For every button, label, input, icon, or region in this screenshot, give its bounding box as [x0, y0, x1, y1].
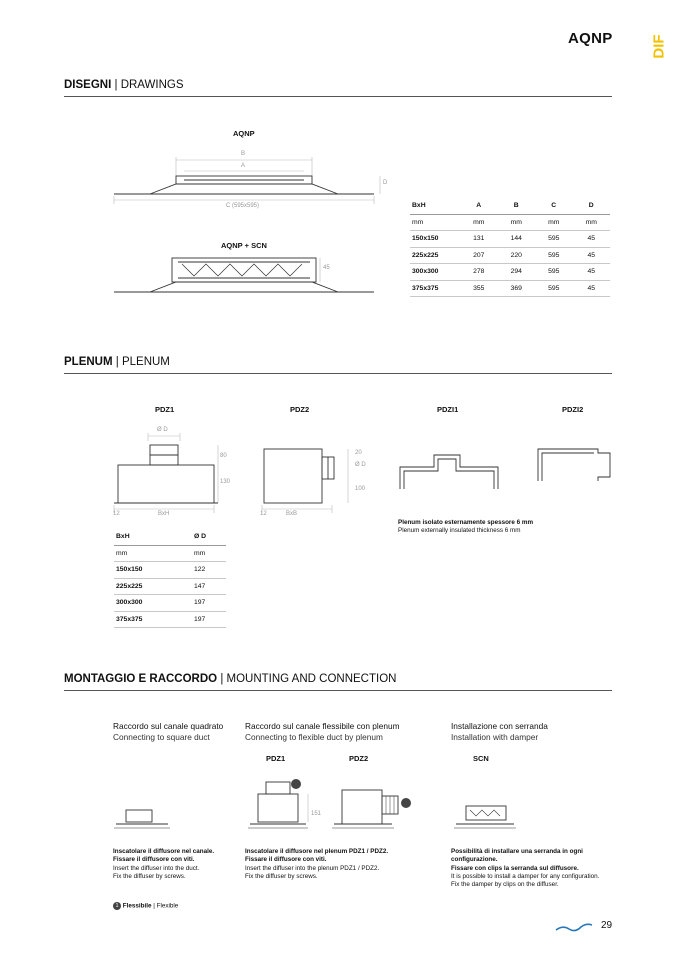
- aqnp-drawing: [110, 148, 400, 298]
- dim-d: D: [383, 180, 388, 186]
- brand-wave-icon: [555, 921, 593, 933]
- table-row: 225x225 147: [114, 578, 226, 595]
- dimensions-table: [410, 198, 610, 297]
- table-row: 300x300 197: [114, 595, 226, 612]
- plenum-label-pdz2: PDZ2: [290, 405, 310, 414]
- dim-45: 45: [323, 265, 330, 271]
- plenum-table: [114, 529, 226, 628]
- dim-c: C (595x595): [226, 203, 260, 209]
- mounting-col2-note: Inscatolare il diffusore nel plenum PDZ1 / PDZ2. Fissare il diffusore con viti. Insert the diffuser into the plenum PDZ1 / PDZ2. Fix the diffuser by screws.: [245, 848, 389, 880]
- dim-od2: Ø D: [355, 462, 366, 468]
- table-row: 300x300 278 294 595 45: [410, 264, 610, 281]
- dim-12b: 12: [260, 511, 267, 517]
- plenum-drawings: [110, 425, 620, 520]
- dim-130: 130: [220, 479, 231, 485]
- th: C: [535, 198, 573, 214]
- section-title-plenum: PLENUM | PLENUM: [64, 356, 170, 368]
- th: BxH: [410, 198, 460, 214]
- dim-100: 100: [355, 486, 366, 492]
- marker-icon: 1: [113, 902, 121, 910]
- mounting-col1-title: Raccordo sul canale quadrato Connecting to square duct: [113, 721, 224, 742]
- drawing-label-aqnp: AQNP: [233, 129, 255, 138]
- table-row: mm mm mm mm mm: [410, 214, 610, 231]
- plenum-label-pdzi2: PDZI2: [562, 405, 584, 414]
- product-code: AQNP: [568, 30, 613, 47]
- plenum-label-pdzi1: PDZI1: [437, 405, 459, 414]
- dim-bxh: BxH: [158, 511, 170, 517]
- table-row: 375x375 197: [114, 611, 226, 628]
- th: A: [460, 198, 498, 214]
- plenum-label-pdz1: PDZ1: [155, 405, 175, 414]
- mounting-col2-title: Raccordo sul canale flessibile con plenum Connecting to flexible duct by plenum: [245, 721, 400, 742]
- table-row: 225x225 207 220 595 45: [410, 247, 610, 264]
- dim-a: A: [241, 163, 246, 169]
- table-row: mm mm: [114, 545, 226, 562]
- mounting-col1-note: Inscatolare il diffusore nel canale. Fissare il diffusore con viti. Insert the diffuser into the duct. Fix the diffuser by screws.: [113, 848, 215, 880]
- th: B: [498, 198, 536, 214]
- dim-bxb: BxB: [286, 511, 298, 517]
- dim-b: B: [241, 151, 246, 157]
- section-rule: [64, 96, 612, 97]
- page-number: 29: [601, 920, 613, 931]
- mounting-drawings: [110, 772, 530, 840]
- table-row: 375x375 355 369 595 45: [410, 280, 610, 297]
- th: Ø D: [194, 529, 226, 545]
- dim-od: Ø D: [157, 427, 168, 433]
- table-row: 150x150 131 144 595 45: [410, 231, 610, 248]
- dim-80: 80: [220, 453, 227, 459]
- table-row: 150x150 122: [114, 562, 226, 579]
- section-rule: [64, 690, 612, 691]
- mounting-col3-note: Possibilità di installare una serranda in ogni configurazione. Fissare con clips la serranda sul diffusore. It is possible to install a damper for any configuration. Fix the damper by clips on the diffuser.: [451, 848, 600, 889]
- dim-151: 151: [311, 811, 322, 817]
- legend-flexible: 1 Flessibile | Flexible: [113, 902, 178, 911]
- side-tab: DIF: [650, 34, 668, 59]
- dim-12a: 12: [113, 511, 120, 517]
- dim-20: 20: [355, 450, 362, 456]
- drawing-label-aqnp-scn: AQNP + SCN: [221, 241, 267, 250]
- mounting-label-scn: SCN: [473, 754, 489, 763]
- th: BxH: [114, 529, 194, 545]
- section-title-drawings: DISEGNI | DRAWINGS: [64, 79, 184, 91]
- plenum-insulation-note: Plenum isolato esternamente spessore 6 mm Plenum externally insulated thickness 6 mm: [398, 519, 534, 535]
- mounting-col3-title: Installazione con serranda Installation with damper: [451, 721, 548, 742]
- section-rule: [64, 373, 612, 374]
- th: D: [573, 198, 611, 214]
- section-title-mounting: MONTAGGIO E RACCORDO | MOUNTING AND CONNECTION: [64, 673, 397, 685]
- mounting-label-pdz2: PDZ2: [349, 754, 369, 763]
- mounting-label-pdz1: PDZ1: [266, 754, 286, 763]
